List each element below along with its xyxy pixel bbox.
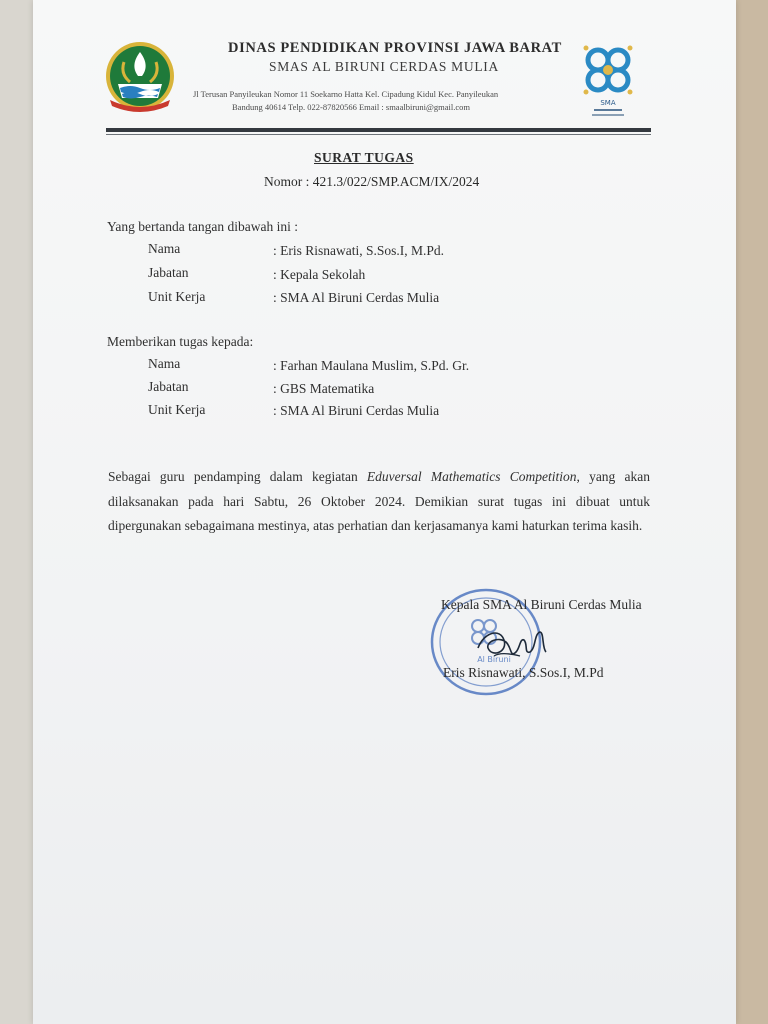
school-address-line-1: Jl Terusan Panyileukan Nomor 11 Soekarno Hatta Kel. Cipadung Kidul Kec. Panyileukan bbox=[193, 89, 499, 99]
body-text-before: Sebagai guru pendamping dalam kegiatan bbox=[108, 469, 367, 484]
signer-name-label: Nama bbox=[148, 241, 181, 256]
signer-name-value: : Eris Risnawati, S.Sos.I, M.Pd. bbox=[273, 243, 445, 258]
school-address-line-2: Bandung 40614 Telp. 022-87820566 Email : smaalbiruni@gmail.com bbox=[232, 102, 470, 112]
body-text-after: , yang akan dilaksanakan pada hari Sabtu, 26 Oktober 2024. Demikian surat tugas ini dibuat untuk dipergunakan sebagaimana mestinya, atas perhatian dan kerjasamanya kami haturkan terima kasih. bbox=[108, 469, 650, 533]
school-name: SMAS AL BIRUNI CERDAS MULIA bbox=[269, 59, 499, 74]
letter-number bbox=[264, 174, 479, 190]
signer-position-value: : Kepala Sekolah bbox=[273, 267, 366, 282]
signature-name: Eris Risnawati, S.Sos.I, M.Pd bbox=[443, 665, 604, 680]
assignee-intro: Memberikan tugas kepada: bbox=[107, 334, 254, 349]
desk-background bbox=[736, 0, 768, 1024]
letter-number-sep: : bbox=[305, 174, 310, 189]
letter-title: SURAT TUGAS bbox=[314, 150, 414, 165]
signer-intro: Yang bertanda tangan dibawah ini : bbox=[107, 219, 298, 234]
body-paragraph bbox=[108, 465, 650, 539]
assignee-unit-value: : SMA Al Biruni Cerdas Mulia bbox=[273, 403, 440, 418]
svg-text:Al Biruni: Al Biruni bbox=[477, 655, 511, 664]
west-java-emblem-icon bbox=[104, 40, 176, 112]
signature-title: Kepala SMA Al Biruni Cerdas Mulia bbox=[441, 597, 642, 612]
assignee-name-value: : Farhan Maulana Muslim, S.Pd. Gr. bbox=[273, 358, 470, 373]
svg-text:SMA: SMA bbox=[600, 99, 616, 107]
school-logo-icon bbox=[578, 40, 638, 124]
letterhead-rule-thin bbox=[106, 134, 651, 135]
assignee-position-value: : GBS Matematika bbox=[273, 381, 375, 396]
assignee-position-label: Jabatan bbox=[148, 379, 189, 394]
letterhead-rule bbox=[106, 128, 651, 132]
event-name: Eduversal Mathematics Competition bbox=[366, 469, 577, 484]
letter-number-value: 421.3/022/SMP.ACM/IX/2024 bbox=[312, 174, 480, 189]
agency-name: DINAS PENDIDIKAN PROVINSI JAWA BARAT bbox=[228, 40, 562, 56]
signer-unit-value: : SMA Al Biruni Cerdas Mulia bbox=[273, 290, 440, 305]
assignee-unit-label: Unit Kerja bbox=[148, 402, 206, 417]
assignee-name-label: Nama bbox=[148, 356, 181, 371]
signer-position-label: Jabatan bbox=[148, 265, 189, 280]
letter-number-label: Nomor bbox=[264, 174, 303, 189]
signer-unit-label: Unit Kerja bbox=[148, 289, 206, 304]
